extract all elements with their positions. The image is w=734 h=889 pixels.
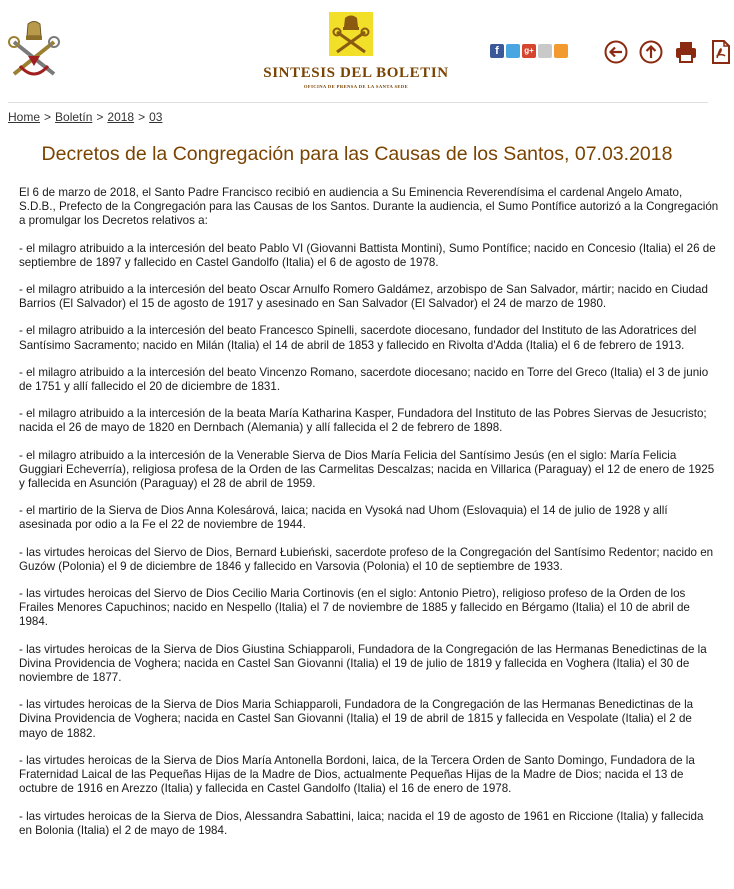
decree-item: - el milagro atribuido a la intercesión de la Venerable Sierva de Dios María Felicia del Santísimo Jesús (en el siglo: María Felicia Guggiari Echeverría), religiosa profesa de la Orden de las Carmelitas Descalzas; nacida en Villarica (Paraguay) el 12 de enero de 1925 y fallecida en Asunción (Paraguay) el 28 de abril de 1959. (19, 448, 715, 491)
top-arrow-icon[interactable] (639, 40, 663, 64)
decree-item: - las virtudes heroicas de la Sierva de Dios María Antonella Bordoni, laica, de la Tercera Orden de Santo Domingo, Fundadora de la Fraternidad Laical de las Pequeñas Hijas de la Madre de Dios, actualmente Pequeñas Hijas de la Madre de Dios; nacida el 13 de octubre de 1916 en Arezzo (Italia) y fallecida en Castel Gandolfo (Italia) el 16 de enero de 1978. (19, 753, 695, 796)
site-header (0, 0, 734, 100)
breadcrumb-boletin-link[interactable]: Boletín (55, 110, 93, 124)
facebook-icon[interactable]: f (490, 44, 504, 58)
breadcrumb-separator: > (138, 110, 146, 124)
breadcrumb-separator: > (96, 110, 104, 124)
breadcrumb-year-link[interactable]: 2018 (107, 110, 135, 124)
back-arrow-icon[interactable] (604, 40, 628, 64)
logo-subtitle: OFICINA DE PRENSA DE LA SANTA SEDE (303, 84, 409, 89)
breadcrumb (8, 110, 162, 124)
pdf-icon[interactable] (709, 40, 733, 64)
decree-item: - el milagro atribuido a la intercesión del beato Vincenzo Romano, sacerdote diocesano; nacido en Torre del Greco (Italia) el 3 de junio de 1751 y allí fallecido el 20 de diciembre de 1831. (19, 365, 709, 394)
page-title: Decretos de la Congregación para las Causas de los Santos, 07.03.2018 (41, 143, 673, 165)
rss-icon[interactable] (554, 44, 568, 58)
papal-crest-icon (6, 20, 62, 82)
decree-item: - el milagro atribuido a la intercesión del beato Oscar Arnulfo Romero Galdámez, arzobispo de San Salvador, mártir; nacido en Ciudad Barrios (El Salvador) el 15 de agosto de 1917 y asesinado en San Salvador (El Salvador) el 24 de marzo de 1980. (19, 283, 708, 311)
decree-item: - el milagro atribuido a la intercesión del beato Pablo VI (Giovanni Battista Montini), Sumo Pontífice; nacido en Concesio (Italia) el 26 de septiembre de 1897 y fallecido en Castel Gandolfo (Italia) el 6 de agosto de 1978. (19, 241, 716, 269)
breadcrumb-month-link[interactable]: 03 (149, 110, 163, 124)
article-body (19, 186, 719, 851)
decree-item: - el milagro atribuido a la intercesión de la beata María Katharina Kasper, Fundadora del Instituto de las Pobres Siervas de Jesucristo; nacida el 26 de mayo de 1820 en Dernbach (Alemania) y allí fallecida el 2 de febrero de 1898. (19, 407, 707, 435)
decree-item: - el martirio de la Sierva de Dios Anna Kolesárová, laica; nacida en Vysoká nad Uhom (Eslovaquia) el 14 de julio de 1928 y allí asesinada por odio a la Fe el 22 de noviembre de 1944. (19, 504, 668, 532)
decree-item: - las virtudes heroicas de la Sierva de Dios Maria Schiapparoli, Fundadora de la Congregación de las Hermanas Benedictinas de la Divina Providencia de Voghera; nacida en Castel San Giovanni (Italia) el 19 de abril de 1815 y fallecida en Vespolate (Italia) el 2 de mayo de 1882. (19, 698, 694, 740)
breadcrumb-home-link[interactable]: Home (8, 110, 41, 124)
decree-item: - el milagro atribuido a la intercesión del beato Francesco Spinelli, sacerdote diocesano, fundador del Instituto de las Adoratrices del Santísimo Sacramento; nacido en Milán (Italia) el 14 de abril de 1853 y fallecido en Rivolta d'Adda (Italia) el 6 de febrero de 1913. (19, 324, 697, 352)
papal-emblem-icon (329, 12, 373, 56)
breadcrumb-separator: > (44, 110, 52, 124)
logo-title: SINTESIS DEL BOLETIN (263, 65, 449, 81)
social-share-bar (490, 44, 568, 60)
decree-item: - las virtudes heroicas del Siervo de Dios, Bernard Łubieński, sacerdote profeso de la Congregación del Santísimo Redentor; nacido en Guzów (Polonia) el 9 de diciembre de 1846 y fallecido en Varsovia (Polonia) el 10 de septiembre de 1933. (19, 545, 714, 573)
decree-item: - las virtudes heroicas de la Sierva de Dios, Alessandra Sabattini, laica; nacida el 19 de agosto de 1961 en Riccione (Italia) y fallecida en Bolonia (Italia) el 2 de mayo de 1984. (19, 809, 704, 837)
header-divider (8, 102, 708, 103)
google-plus-icon[interactable]: g+ (522, 44, 536, 58)
intro-paragraph: El 6 de marzo de 2018, el Santo Padre Francisco recibió en audiencia a Su Eminencia Reverendísima el cardenal Angelo Amato, S.D.B., Prefecto de la Congregación para las Causas de los Santos. Durante la audiencia, el Sumo Pontífice autorizó a la Congregación a promulgar los Decretos relativos a: (19, 186, 719, 228)
print-icon[interactable] (674, 40, 698, 64)
page-tools (604, 40, 733, 64)
decree-item: - las virtudes heroicas del Siervo de Dios Cecilio Maria Cortinovis (en el siglo: Antonio Pietro), religioso profeso de la Orden de los Frailes Menores Capuchinos; nacido en Nespello (Italia) el 7 de noviembre de 1885 y fallecido en Bérgamo (Italia) el 10 de abril de 1984. (19, 587, 690, 629)
email-icon[interactable] (538, 44, 552, 58)
site-logo[interactable] (256, 10, 456, 90)
decree-item: - las virtudes heroicas de la Sierva de Dios Giustina Schiapparoli, Fundadora de la Congregación de las Hermanas Benedictinas de la Divina Providencia de Voghera; nacida en Castel San Giovanni (Italia) el 19 de julio de 1819 y fallecida en Voghera (Italia) el 30 de noviembre de 1877. (19, 642, 707, 685)
twitter-icon[interactable] (506, 44, 520, 58)
